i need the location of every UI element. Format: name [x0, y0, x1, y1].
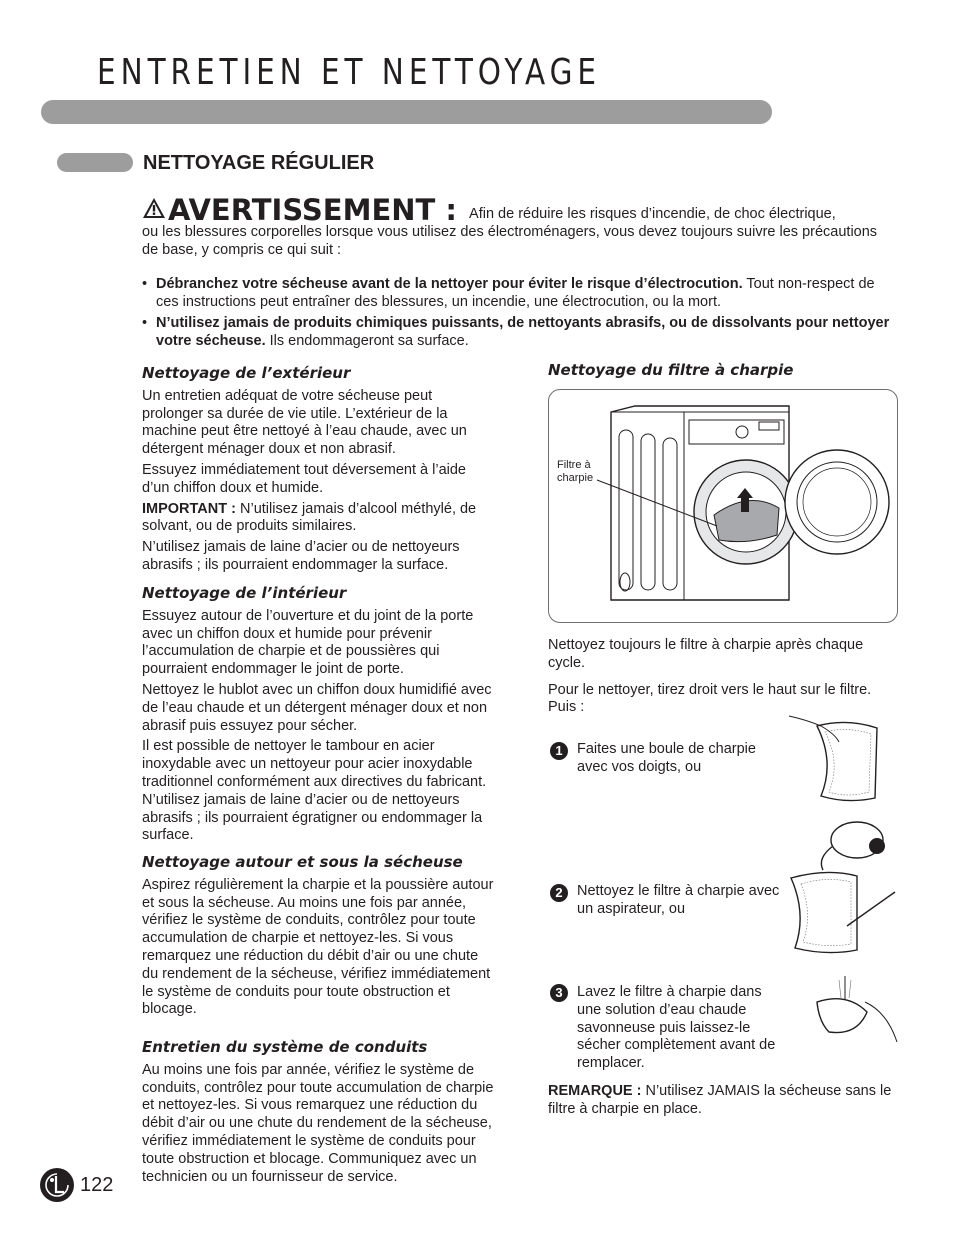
- ducts-heading: Entretien du système de conduits: [142, 1038, 428, 1056]
- step-2-number: [550, 884, 568, 902]
- exterior-paragraph: [142, 501, 494, 537]
- exterior-heading: Nettoyage de l’extérieur: [142, 364, 351, 382]
- interior-paragraph: Il est possible de nettoyer le tambour en acier inoxydable avec un nettoyeur pour acier inoxydable traditionnel conformément aux directives du fabricant. N’utilisez jamais de laine d’acier ou de nettoyeurs abrasifs ; ils pourraient égratigner ou endommager la surface.: [142, 738, 487, 844]
- interior-section: [142, 585, 494, 848]
- bullet-bold: N’utilisez jamais de produits chimiques puissants, de nettoyants abrasifs, ou de dissolvants pour nettoyer votre sécheuse.: [156, 315, 890, 349]
- warning-bullets: [142, 276, 892, 354]
- bullet-bold: Débranchez votre sécheuse avant de la nettoyer pour éviter le risque d’électrocution.: [156, 276, 743, 292]
- page-title: ENTRETIEN ET NETTOYAGE: [97, 52, 601, 93]
- important-label: IMPORTANT :: [142, 500, 236, 517]
- vacuum-cleaner-icon: [787, 818, 899, 958]
- step-number-badge: 2: [550, 884, 568, 902]
- step-3-number: [550, 984, 568, 1002]
- warning-block: [142, 193, 887, 259]
- lint-filter-heading: Nettoyage du filtre à charpie: [548, 361, 794, 379]
- washing-filter-icon: [807, 972, 899, 1052]
- ducts-section: [142, 1039, 494, 1189]
- lint-paragraph: Nettoyez toujours le filtre à charpie après chaque cycle.: [548, 637, 864, 671]
- bullet-text: Tout non-respect de ces instructions peut entraîner des blessures, un incendie, une électrocution, ou la mort.: [156, 276, 875, 310]
- bullet-text: Ils endommageront sa surface.: [265, 332, 469, 349]
- exterior-section: [142, 365, 494, 578]
- exterior-paragraph: Essuyez immédiatement tout déversement à l’aide d’un chiffon doux et humide.: [142, 461, 466, 496]
- page-number: 122: [80, 1174, 114, 1196]
- around-section: [142, 854, 494, 1022]
- section-pill-decoration: [57, 153, 133, 172]
- exterior-paragraph: N’utilisez jamais de laine d’acier ou de nettoyeurs abrasifs ; ils pourraient endommager la surface.: [142, 539, 460, 573]
- interior-heading: Nettoyage de l’intérieur: [142, 584, 347, 602]
- section-title: NETTOYAGE RÉGULIER: [143, 152, 375, 174]
- step-1-text: Faites une boule de charpie avec vos doigts, ou: [577, 741, 756, 775]
- ducts-paragraph: Au moins une fois par année, vérifiez le système de conduits, contrôlez pour toute accumulation de charpie et nettoyez-les. Si vous remarquez une réduction du débit d’air ou une chute du rendement de la sécheuse, vérifiez immédiatement le système de conduits pour toute obstruction et blocage. Communiquez avec un technicien ou un fournisseur de service.: [142, 1061, 494, 1185]
- warning-text-rest: ou les blessures corporelles lorsque vous utilisez des électroménagers, vous devez toujours suivre les précautions de base, y compris ce qui suit :: [142, 224, 878, 258]
- step-number-badge: 1: [550, 742, 568, 760]
- important-text: N’utilisez jamais d’alcool méthylé, de solvant, ou de produits similaires.: [142, 500, 477, 535]
- remark-label: REMARQUE :: [548, 1083, 642, 1099]
- lint-filter-intro: [548, 637, 893, 720]
- warning-word: AVERTISSEMENT :: [168, 193, 458, 227]
- around-paragraph: Aspirez régulièrement la charpie et la poussière autour et sous la sécheuse. Au moins une fois par année, vérifiez le système de conduits, contrôlez pour toute accumulation de charpie et nettoyez-les. Si vous remarquez une réduction du débit d’air ou une chute du rendement de la sécheuse, vérifiez immédiatement le système de conduits pour toute obstruction et blocage.: [142, 876, 494, 1018]
- bullet-item: • N’utilisez jamais de produits chimiques puissants, de nettoyants abrasifs, ou de dissolvants pour nettoyer votre sécheuse. Ils endommageront sa surface.: [142, 315, 890, 349]
- dryer-illustration-icon: [549, 390, 896, 621]
- figure-label: Filtre à charpie: [557, 459, 594, 484]
- lint-paragraph: Pour le nettoyer, tirez droit vers le haut sur le filtre. Puis :: [548, 681, 872, 716]
- lg-logo-icon: [40, 1168, 74, 1202]
- around-heading: Nettoyage autour et sous la sécheuse: [142, 853, 463, 871]
- warning-text-inline: Afin de réduire les risques d’incendie, de choc électrique,: [469, 206, 836, 222]
- remark-text: N’utilisez JAMAIS la sécheuse sans le filtre à charpie en place.: [548, 1083, 892, 1117]
- lint-filter-hand-icon: [787, 712, 883, 804]
- interior-paragraph: Essuyez autour de l’ouverture et du joint de la porte avec un chiffon doux et humide pour prévenir l’accumulation de charpie et de poussières qui pourraient endommager le joint de porte.: [142, 607, 474, 678]
- remark-note: [548, 1083, 893, 1119]
- step-3-text: Lavez le filtre à charpie dans une solution d’eau chaude savonneuse puis laissez-le sécher complètement avant de remplacer.: [577, 984, 776, 1072]
- title-bar-decoration: [41, 100, 772, 124]
- warning-triangle-icon: [142, 197, 166, 224]
- bullet-item: • Débranchez votre sécheuse avant de la nettoyer pour éviter le risque d’électrocution. Tout non-respect de ces instructions peut entraîner des blessures, un incendie, une électrocution, ou la mort.: [142, 276, 875, 310]
- interior-paragraph: Nettoyez le hublot avec un chiffon doux humidifié avec de l’eau chaude et un détergent ménager doux et non abrasif puis essuyez pour sécher.: [142, 681, 492, 734]
- exterior-paragraph: Un entretien adéquat de votre sécheuse peut prolonger sa durée de vie utile. L’extérieur de la machine peut être nettoyé à l’eau chaude, avec un détergent ménager doux et non abrasif.: [142, 387, 467, 458]
- step-number-badge: 3: [550, 984, 568, 1002]
- step-2-text: Nettoyez le filtre à charpie avec un aspirateur, ou: [577, 883, 780, 917]
- step-1-number: [550, 742, 568, 760]
- dryer-figure: [548, 389, 898, 623]
